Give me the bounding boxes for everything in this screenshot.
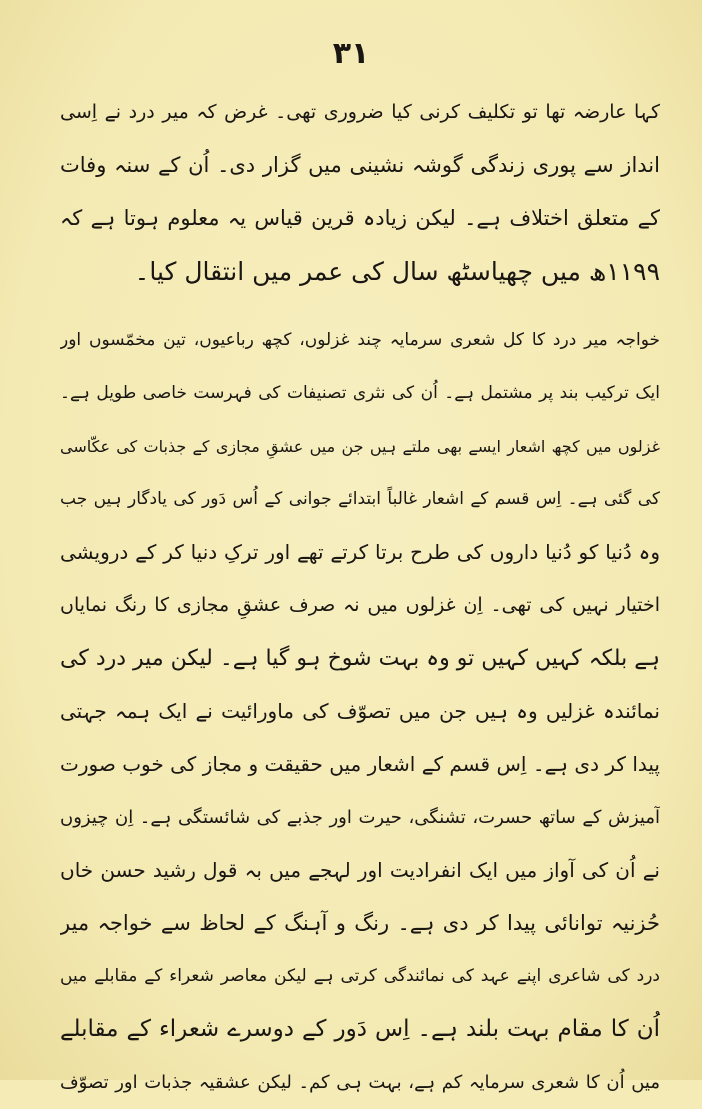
text-line: انداز سے پوری زندگی گوشہ نشینی میں گزار دی۔ اُن کے سنہ وفات — [60, 153, 660, 177]
page-body — [60, 86, 660, 1109]
text-line: پیدا کر دی ہے۔ اِس قسم کے اشعار میں حقیقت و مجاز کی خوب صورت — [60, 752, 660, 776]
text-line: خواجہ میر درد کا کل شعری سرمایہ چند غزلوں، کچھ رباعیوں، تین مخمّسوں اور — [60, 330, 660, 350]
text-line: ۱۱۹۹ھ میں چھیاسٹھ سال کی عمر میں انتقال کیا۔ — [134, 257, 660, 286]
text-line: درد کی شاعری اپنے عہد کی نمائندگی کرتی ہے لیکن معاصر شعراء کے مقابلے میں — [60, 966, 660, 986]
text-line: اختیار نہیں کی تھی۔ اِن غزلوں میں نہ صرف عشقِ مجازی کا رنگ نمایاں — [60, 594, 660, 616]
text-line: کی گئی ہے۔ اِس قسم کے اشعار غالباً ابتدائے جوانی کے اُس دَور کی یادگار ہیں جب — [60, 489, 660, 509]
text-line: میں اُن کا شعری سرمایہ کم ہے، بہت ہی کم۔ لیکن عشقیہ جذبات اور تصوّف — [60, 1072, 660, 1093]
text-line: ہے بلکہ کہیں کہیں تو وہ بہت شوخ ہو گیا ہے۔ لیکن میر درد کی — [60, 646, 660, 671]
text-line: حُزنیہ توانائی پیدا کر دی ہے۔ رنگ و آہنگ کے لحاظ سے خواجہ میر — [60, 911, 660, 935]
text-line: آمیزش کے ساتھ حسرت، تشنگی، حیرت اور جذبے کی شائستگی ہے۔ اِن چیزوں — [60, 807, 660, 828]
text-line: کہا عارضہ تھا تو تکلیف کرنی کیا ضروری تھی۔ غرض کہ میر درد نے اِسی — [60, 101, 660, 123]
text-line: ایک ترکیب بند پر مشتمل ہے۔ اُن کی نثری تصنیفات کی فہرست خاصی طویل ہے۔ — [60, 383, 660, 403]
text-line: اُن کا مقام بہت بلند ہے۔ اِس دَور کے دوسرے شعراء کے مقابلے — [60, 1016, 660, 1042]
text-line: کے متعلق اختلاف ہے۔ لیکن زیادہ قرین قیاس یہ معلوم ہوتا ہے کہ — [60, 206, 660, 230]
text-line: نے اُن کی آواز میں ایک انفرادیت اور لہجے میں بہ قول رشید حسن خاں — [60, 858, 660, 882]
text-line: وہ دُنیا کو دُنیا داروں کی طرح برتا کرتے تھے اور ترکِ دنیا کر کے درویشی — [60, 540, 660, 564]
paragraph-gap — [60, 298, 660, 314]
text-line: غزلوں میں کچھ اشعار ایسے بھی ملتے ہیں جن میں عشقِ مجازی کے جذبات کی عکّاسی — [60, 437, 660, 456]
text-line: نمائندہ غزلیں وہ ہیں جن میں تصوّف کی ماورائیت نے ایک ہمہ جہتی — [60, 699, 660, 723]
page-number: ۳۱ — [332, 36, 370, 71]
